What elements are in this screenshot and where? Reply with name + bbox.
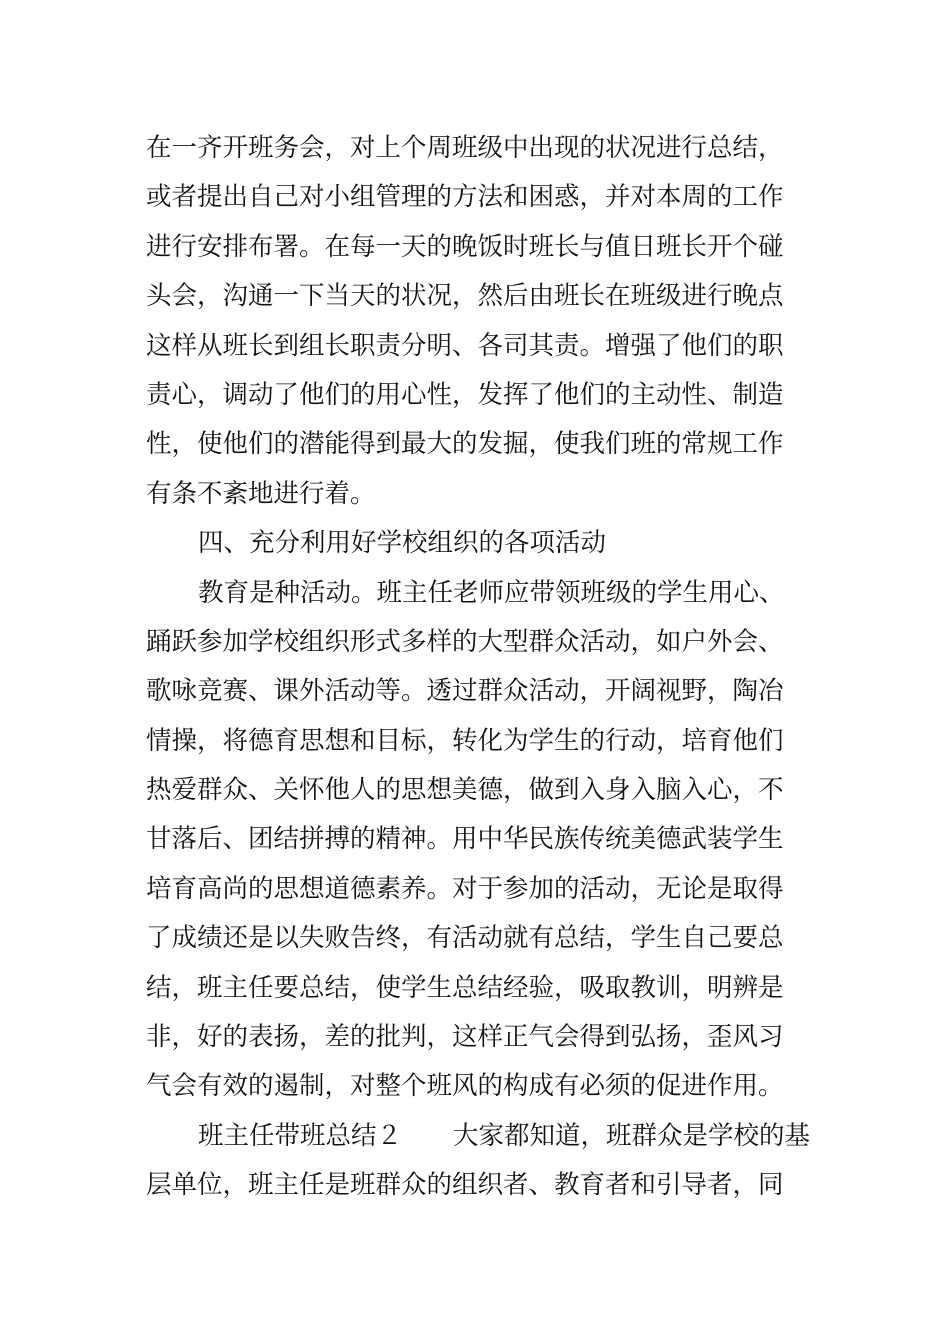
text-line: 培育高尚的思想道德素养。对于参加的活动，无论是取得	[146, 873, 784, 904]
text-line: 在一齐开班务会，对上个周班级中出现的状况进行总结，	[146, 133, 784, 163]
text-line: 进行安排布署。在每一天的晚饭时班长与值日班长开个碰	[146, 231, 784, 262]
text-line: 责心，调动了他们的用心性，发挥了他们的主动性、制造	[146, 379, 784, 410]
text-line: 结，班主任要总结，使学生总结经验，吸取教训，明辨是	[146, 972, 784, 1003]
text-line: 层单位，班主任是班群众的组织者、教育者和引导者，同	[146, 1170, 784, 1201]
text-line: 甘落后、团结拼搏的精神。用中华民族传统美德武装学生	[146, 824, 784, 855]
text-line: 四、充分利用好学校组织的各项活动	[198, 528, 607, 559]
text-line: 情操，将德育思想和目标，转化为学生的行动，培育他们	[146, 725, 784, 756]
text-line: 教育是种活动。班主任老师应带领班级的学生用心、	[198, 577, 785, 608]
text-line: 有条不紊地进行着。	[146, 478, 376, 509]
text-line: 歌咏竞赛、课外活动等。透过群众活动，开阔视野，陶冶	[146, 676, 784, 707]
text-line: 性，使他们的潜能得到最大的发掘，使我们班的常规工作	[146, 429, 784, 460]
text-line: 或者提出自己对小组管理的方法和困惑，并对本周的工作	[146, 182, 784, 213]
text-line: 非，好的表扬，差的批判，这样正气会得到弘扬，歪风习	[146, 1022, 784, 1053]
text-line: 热爱群众、关怀他人的思想美德，做到入身入脑入心，不	[146, 775, 784, 806]
text-line: 这样从班长到组长职责分明、各司其责。增强了他们的职	[146, 330, 784, 361]
text-line: 头会，沟通一下当天的状况，然后由班长在班级进行晚点	[146, 281, 784, 312]
text-line: 了成绩还是以失败告终，有活动就有总结，学生自己要总	[146, 923, 784, 954]
text-line: 班主任带班总结２ 大家都知道，班群众是学校的基	[198, 1120, 810, 1151]
text-line: 踊跃参加学校组织形式多样的大型群众活动，如户外会、	[146, 626, 784, 657]
body-text	[146, 124, 810, 1211]
text-line: 气会有效的遏制，对整个班风的构成有必须的促进作用。	[146, 1071, 784, 1102]
